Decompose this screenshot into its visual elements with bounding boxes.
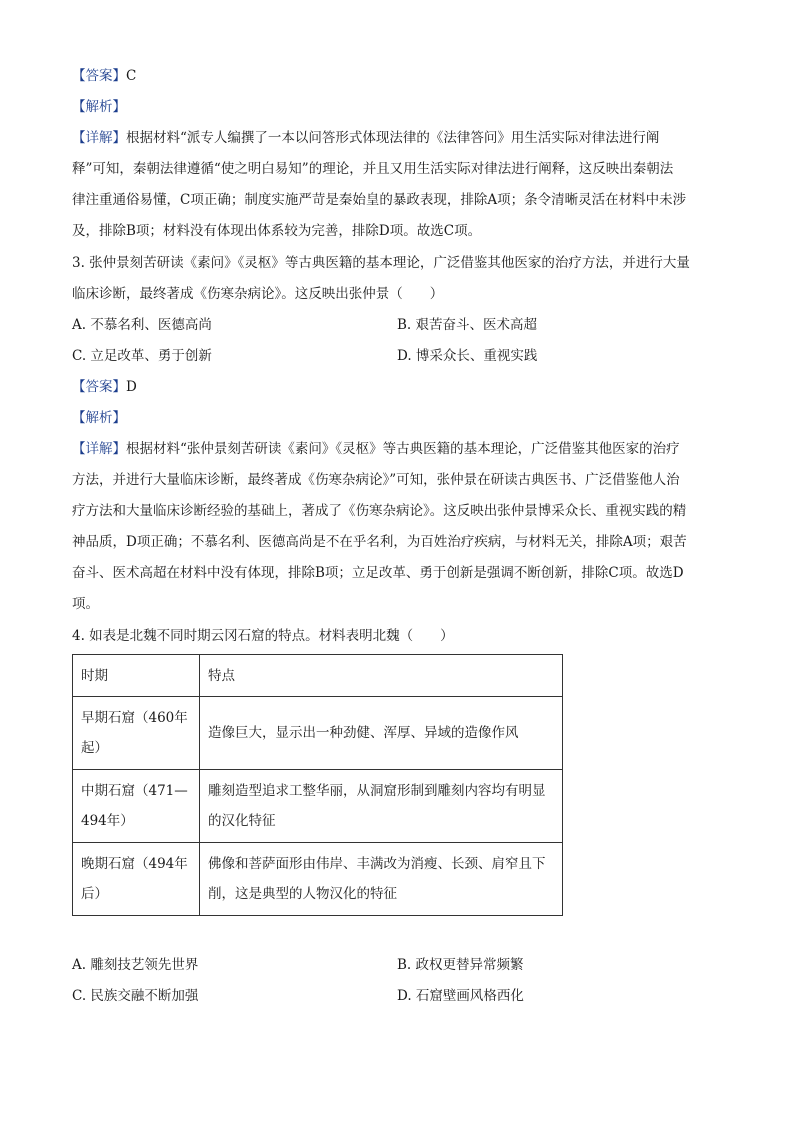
q3-detail-line: 方法，并进行大量临床诊断，最终著成《伤寒杂病论》”可知，张仲景在研读古典医书、广泛借鉴他人治	[72, 472, 680, 488]
q3-detail-line	[72, 439, 680, 459]
q2-answer-line	[72, 66, 136, 86]
table-row	[73, 843, 563, 916]
q3-option-a: A. 不慕名利、医德高尚	[72, 317, 212, 333]
table-cell-feature: 造像巨大，显示出一种劲健、浑厚、异域的造像作风	[200, 697, 563, 770]
table-header-cell: 特点	[200, 655, 563, 697]
q4-option-d: D. 石窟壁画风格西化	[397, 988, 524, 1004]
table-cell-feature: 雕刻造型追求工整华丽，从洞窟形制到雕刻内容均有明显的汉化特征	[200, 770, 563, 843]
q4-option-c: C. 民族交融不断加强	[72, 988, 199, 1004]
q3-option-b: B. 艰苦奋斗、医术高超	[397, 317, 538, 333]
q3-option-c: C. 立足改革、勇于创新	[72, 348, 212, 364]
table-row	[73, 697, 563, 770]
answer-value: D	[126, 379, 137, 395]
q3-detail-line: 神品质，D项正确；不慕名利、医德高尚是不在乎名利，为百姓治疗疾病，与材料无关，排除A项；艰苦	[72, 534, 687, 550]
answer-value: C	[126, 68, 137, 84]
q4-stem: 4. 如表是北魏不同时期云冈石窟的特点。材料表明北魏（ ）	[72, 628, 454, 644]
table-header-cell: 时期	[73, 655, 200, 697]
analysis-tag: 【解析】	[72, 99, 126, 115]
answer-tag: 【答案】	[72, 379, 126, 395]
q4-option-a: A. 雕刻技艺领先世界	[72, 957, 199, 973]
q2-detail-line: 及，排除B项；材料没有体现出体系较为完善，排除D项。故选C项。	[72, 223, 482, 239]
q3-detail-line: 奋斗、医术高超在材料中没有体现，排除B项；立足改革、勇于创新是强调不断创新，排除C项。故选D	[72, 565, 684, 581]
table-cell-period: 晚期石窟（494年后）	[73, 843, 200, 916]
q4-table	[72, 654, 563, 916]
table-cell-period: 中期石窟（471—494年）	[73, 770, 200, 843]
q2-detail-line	[72, 128, 659, 148]
detail-text: 根据材料“派专人编撰了一本以问答形式体现法律的《法律答问》用生活实际对律法进行阐	[126, 130, 660, 146]
answer-tag: 【答案】	[72, 68, 126, 84]
q3-stem-line: 临床诊断，最终著成《伤寒杂病论》。这反映出张仲景（ ）	[72, 286, 444, 302]
table-cell-period: 早期石窟（460年起）	[73, 697, 200, 770]
q4-option-b: B. 政权更替异常频繁	[397, 957, 524, 973]
detail-tag: 【详解】	[72, 441, 126, 457]
detail-text: 根据材料“张仲景刻苦研读《素问》《灵枢》等古典医籍的基本理论，广泛借鉴其他医家的治疗	[126, 441, 680, 457]
q3-stem-line: 3. 张仲景刻苦研读《素问》《灵枢》等古典医籍的基本理论，广泛借鉴其他医家的治疗方法，并进行大量	[72, 255, 690, 271]
q3-detail-line: 疗方法和大量临床诊断经验的基础上，著成了《伤寒杂病论》。这反映出张仲景博采众长、重视实践的精	[72, 503, 687, 519]
q3-detail-line: 项。	[72, 596, 99, 612]
detail-tag: 【详解】	[72, 130, 126, 146]
analysis-tag: 【解析】	[72, 410, 126, 426]
q3-option-d: D. 博采众长、重视实践	[397, 348, 538, 364]
table-header-row	[73, 655, 563, 697]
q2-detail-line: 释”可知，秦朝法律遵循“使之明白易知”的理论，并且又用生活实际对律法进行阐释，这反映出秦朝法	[72, 161, 674, 177]
table-row	[73, 770, 563, 843]
q2-detail-line: 律注重通俗易懂，C项正确；制度实施严苛是秦始皇的暴政表现，排除A项；条令清晰灵活在材料中未涉	[72, 192, 687, 208]
table-cell-feature: 佛像和菩萨面形由伟岸、丰满改为消瘦、长颈、肩窄且下削，这是典型的人物汉化的特征	[200, 843, 563, 916]
q3-answer-line	[72, 377, 137, 397]
